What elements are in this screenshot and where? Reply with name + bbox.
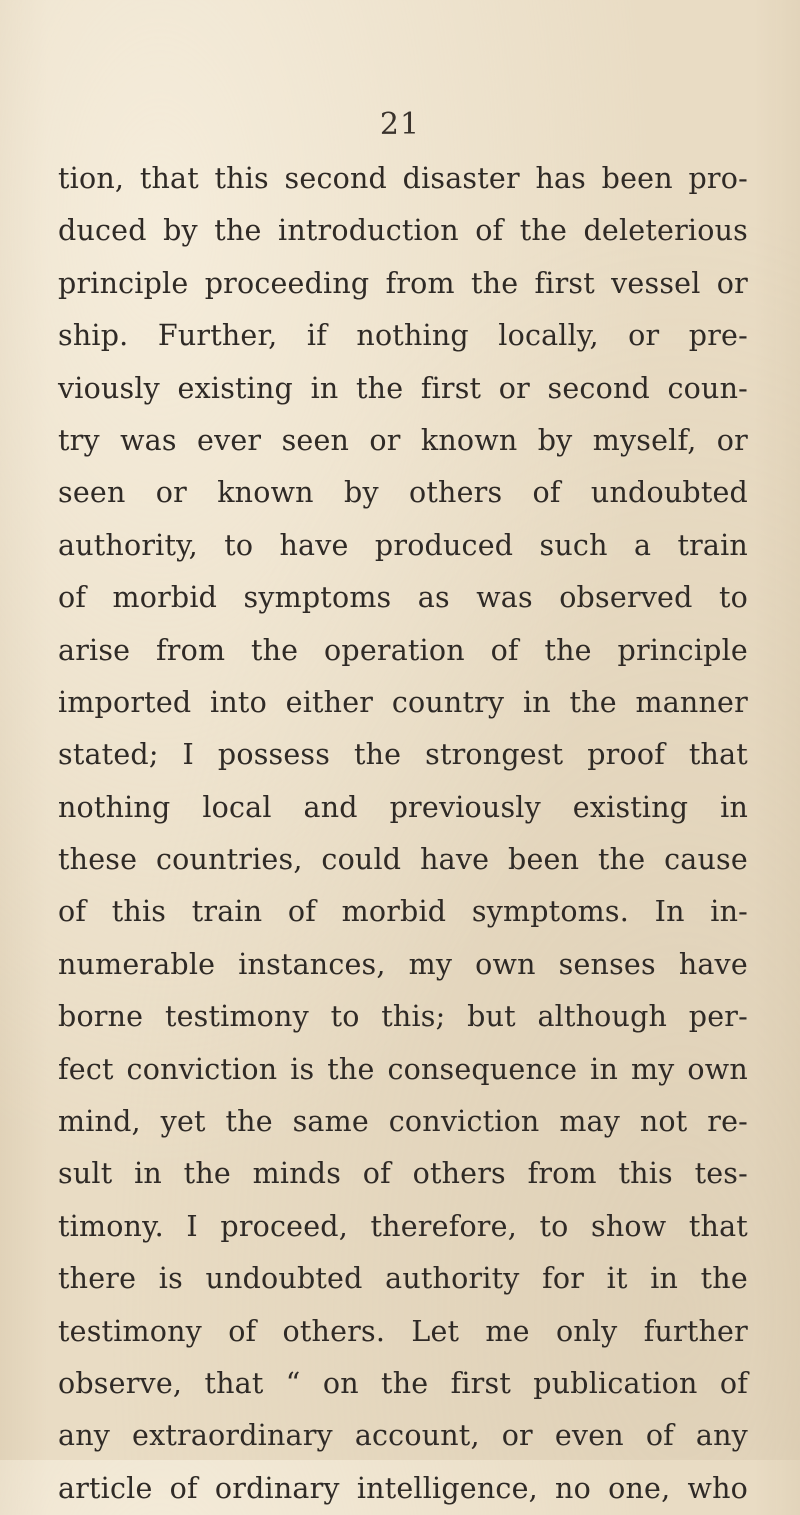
text-line: ship. Further, if nothing locally, or pre- <box>58 319 748 353</box>
text-line: testimony of others. Let me only further <box>58 1314 748 1348</box>
page-number: 21 <box>379 107 421 142</box>
text-line: any extraordinary account, or even of any <box>58 1419 748 1453</box>
text-line: imported into either country in the manner <box>58 685 748 719</box>
text-line: tion, that this second disaster has been pro- <box>58 162 748 195</box>
text-line: viously existing in the first or second coun- <box>58 371 748 405</box>
text-line: mind, yet the same conviction may not re- <box>58 1105 748 1139</box>
text-line: numerable instances, my own senses have <box>58 947 748 981</box>
text-line: borne testimony to this; but although per- <box>58 1000 748 1034</box>
text-line: sult in the minds of others from this tes- <box>58 1157 748 1191</box>
text-line: observe, that “ on the first publication of <box>58 1366 748 1400</box>
text-line: timony. I proceed, therefore, to show that <box>58 1209 748 1243</box>
text-line: principle proceeding from the first vessel or <box>58 266 748 300</box>
text-line: try was ever seen or known by myself, or <box>58 423 748 457</box>
text-line: arise from the operation of the principle <box>58 633 748 667</box>
text-line: article of ordinary intelligence, no one, who <box>58 1471 748 1505</box>
text-line: authority, to have produced such a train <box>58 528 748 562</box>
text-line: of this train of morbid symptoms. In in- <box>58 895 748 929</box>
text-line: stated; I possess the strongest proof that <box>58 738 748 772</box>
text-line: duced by the introduction of the deleterious <box>58 214 748 248</box>
body-text <box>58 153 748 1515</box>
text-line: these countries, could have been the cause <box>58 843 748 877</box>
text-line: there is undoubted authority for it in the <box>58 1262 748 1296</box>
text-line: seen or known by others of undoubted <box>58 476 748 510</box>
text-line: nothing local and previously existing in <box>58 790 748 824</box>
text-line: fect conviction is the consequence in my own <box>58 1052 748 1086</box>
text-line: of morbid symptoms as was observed to <box>58 581 748 615</box>
